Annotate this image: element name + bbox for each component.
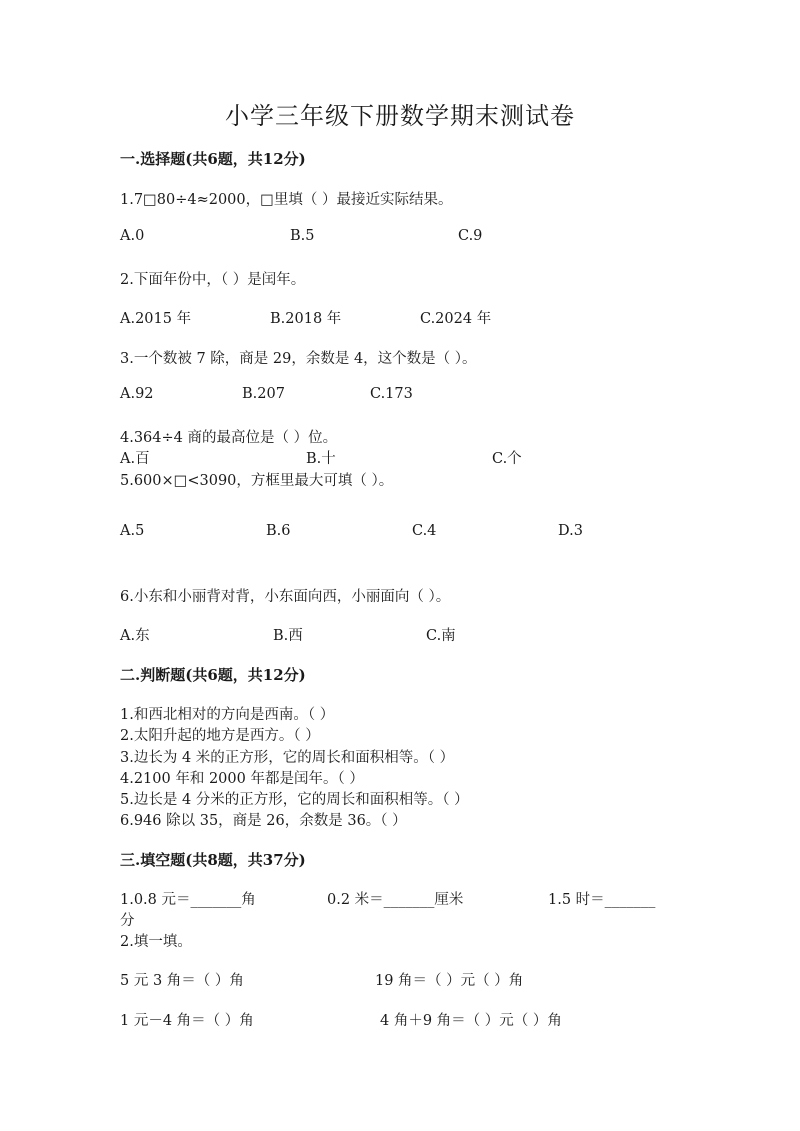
option-a: A.5 <box>120 523 145 539</box>
fill-item: 1 元－4 角＝（ ）角 <box>120 1013 254 1029</box>
list-item: 3.边长为 4 米的正方形，它的周长和面积相等。（ ） <box>120 750 455 766</box>
question-text: 3.一个数被 7 除，商是 29，余数是 4，这个数是（ ）。 <box>120 351 477 367</box>
option-c: C.4 <box>412 523 437 539</box>
question-text: 5.600×□<3090，方框里最大可填（ ）。 <box>120 473 394 489</box>
option-a: A.东 <box>120 628 150 644</box>
question-text: 4.364÷4 商的最高位是（ ）位。 <box>120 430 338 446</box>
fill-item: 19 角＝（ ）元（ ）角 <box>375 973 524 989</box>
fill-item: 4 角＋9 角＝（ ）元（ ）角 <box>380 1013 562 1029</box>
section-heading-judgement: 二.判断题(共6题，共12分) <box>120 666 306 684</box>
option-b: B.2018 年 <box>270 311 342 327</box>
option-b: B.西 <box>273 628 303 644</box>
option-c: C.173 <box>370 386 413 402</box>
section-heading-fill: 三.填空题(共8题，共37分) <box>120 851 306 869</box>
fill-item: 分 <box>120 913 135 929</box>
fill-item: 5 元 3 角＝（ ）角 <box>120 973 244 989</box>
option-a: A.百 <box>120 451 150 467</box>
option-c: C.9 <box>458 228 483 244</box>
list-item: 4.2100 年和 2000 年都是闰年。（ ） <box>120 771 364 787</box>
option-a: A.2015 年 <box>120 311 192 327</box>
option-d: D.3 <box>558 523 583 539</box>
option-a: A.92 <box>120 386 154 402</box>
list-item: 5.边长是 4 分米的正方形，它的周长和面积相等。（ ） <box>120 792 469 808</box>
list-item: 6.946 除以 35，商是 26，余数是 36。（ ） <box>120 813 407 829</box>
fill-item: 0.2 米＝_______厘米 <box>327 892 464 908</box>
option-a: A.0 <box>120 228 145 244</box>
page-title: 小学三年级下册数学期末测试卷 <box>225 102 575 130</box>
option-c: C.南 <box>426 628 456 644</box>
option-c: C.2024 年 <box>420 311 492 327</box>
question-text: 2.下面年份中，（ ）是闰年。 <box>120 272 306 288</box>
section-heading-choice: 一.选择题(共6题，共12分) <box>120 150 306 168</box>
list-item: 1.和西北相对的方向是西南。（ ） <box>120 707 335 723</box>
question-text: 6.小东和小丽背对背，小东面向西，小丽面向（ ）。 <box>120 589 451 605</box>
fill-item: 1.5 时＝_______ <box>548 892 656 908</box>
question-text: 1.7□80÷4≈2000，□里填（ ）最接近实际结果。 <box>120 192 453 208</box>
question-text: 2.填一填。 <box>120 934 192 950</box>
list-item: 2.太阳升起的地方是西方。（ ） <box>120 728 320 744</box>
option-b: B.6 <box>266 523 291 539</box>
option-b: B.207 <box>242 386 285 402</box>
option-b: B.5 <box>290 228 315 244</box>
option-c: C.个 <box>492 451 522 467</box>
option-b: B.十 <box>306 451 336 467</box>
fill-item: 1.0.8 元＝_______角 <box>120 892 256 908</box>
